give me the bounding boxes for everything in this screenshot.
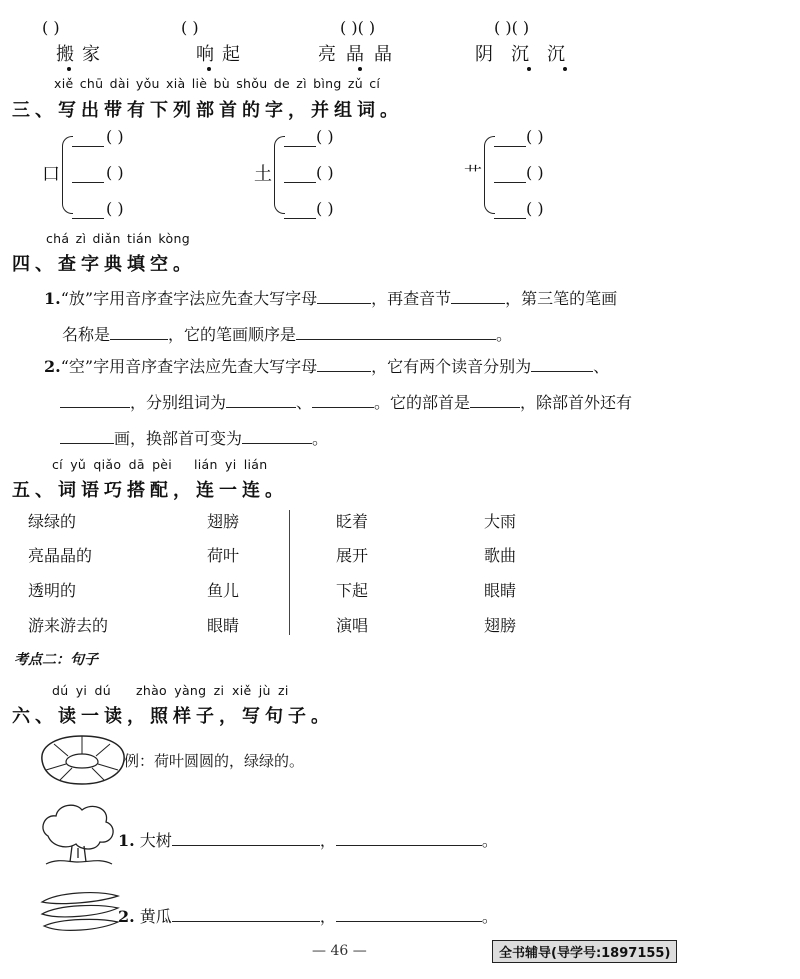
text: ，它有两个读音分别为 xyxy=(371,357,532,376)
radical-cao: 艹 xyxy=(464,164,482,185)
text: ，第三笔的笔画 xyxy=(505,289,618,308)
paren-group-1: ( ) xyxy=(42,18,60,37)
comma: ， xyxy=(319,907,336,926)
text: 、 xyxy=(593,357,610,376)
blank[interactable] xyxy=(72,130,104,147)
char: 响 xyxy=(196,44,222,65)
word-banjia xyxy=(56,40,108,66)
blank[interactable] xyxy=(317,287,371,304)
blank[interactable] xyxy=(336,905,482,922)
subject: 大树 xyxy=(139,831,172,850)
tree-icon xyxy=(38,800,118,870)
kaodian-heading: 考点二：句子 xyxy=(14,652,98,668)
char: 搬 xyxy=(56,44,82,65)
paren: ( ) xyxy=(316,199,334,218)
page-number: — 46 — xyxy=(312,943,367,959)
blank[interactable] xyxy=(60,427,114,444)
q4-2-line1 xyxy=(44,354,609,377)
char: 亮 xyxy=(318,44,346,65)
text: ，除部首外还有 xyxy=(520,393,633,412)
match-item[interactable]: 游来游去的 xyxy=(28,616,109,635)
blank[interactable] xyxy=(470,391,520,408)
match-item[interactable]: 歌曲 xyxy=(484,546,517,565)
blank[interactable] xyxy=(494,130,526,147)
blank[interactable] xyxy=(284,166,316,183)
paren: ( ) xyxy=(316,163,334,182)
char: 阴 xyxy=(475,44,511,65)
lotus-leaf-icon xyxy=(36,732,128,788)
section4-pinyin: chá zì diǎn tián kòng xyxy=(46,231,190,246)
footer-badge: 全书辅导(导学号:1897155) xyxy=(492,940,677,963)
cucumber-icon xyxy=(38,888,122,936)
q4-2-line3 xyxy=(60,426,328,449)
match-item[interactable]: 眨着 xyxy=(336,512,369,531)
section6-title: 六、读一读，照样子，写句子。 xyxy=(12,706,334,727)
q-number: 1. xyxy=(44,289,61,308)
section3-title: 三、写出带有下列部首的字，并组词。 xyxy=(12,100,403,121)
char: 晶 xyxy=(346,44,374,65)
section6-pinyin-3: xiě jù zi xyxy=(232,683,289,698)
match-item[interactable]: 亮晶晶的 xyxy=(28,546,93,565)
blank[interactable] xyxy=(242,427,312,444)
match-item[interactable]: 展开 xyxy=(336,546,369,565)
section5-pinyin-2: lián yi lián xyxy=(194,457,268,472)
radical-kou: 口 xyxy=(42,164,60,185)
blank[interactable] xyxy=(172,829,320,846)
blank[interactable] xyxy=(531,355,593,372)
word-xiangqi xyxy=(196,40,248,66)
blank[interactable] xyxy=(494,166,526,183)
blank[interactable] xyxy=(336,829,482,846)
q4-2-line2 xyxy=(60,390,632,413)
word-liangjingjing xyxy=(318,40,402,66)
word-yinchenchen xyxy=(475,40,583,66)
paren-group-3: ( )( ) xyxy=(340,18,376,37)
q-number: 2. xyxy=(118,907,135,926)
example-sentence: 例：荷叶圆圆的，绿绿的。 xyxy=(124,752,305,770)
char: 沉 xyxy=(511,44,547,65)
q6-1 xyxy=(118,828,498,851)
radical-tu: 土 xyxy=(254,164,272,185)
text: 画，换部首可变为 xyxy=(114,429,243,448)
section5-pinyin-1: cí yǔ qiǎo dā pèi xyxy=(52,457,173,472)
char: 晶 xyxy=(374,44,402,65)
blank[interactable] xyxy=(226,391,296,408)
match-item[interactable]: 翅膀 xyxy=(207,512,240,531)
text: ，它的笔画顺序是 xyxy=(168,325,297,344)
paren: ( ) xyxy=(106,163,124,182)
char: 沉 xyxy=(547,44,583,65)
section3-pinyin: xiě chū dài yǒu xià liè bù shǒu de zì bìng zǔ cí xyxy=(54,76,381,91)
text: ，再查音节 xyxy=(371,289,452,308)
match-item[interactable]: 大雨 xyxy=(484,512,517,531)
paren-group-2: ( ) xyxy=(181,18,199,37)
match-item[interactable]: 透明的 xyxy=(28,581,77,600)
blank[interactable] xyxy=(296,323,496,340)
blank[interactable] xyxy=(312,391,374,408)
q-number: 2. xyxy=(44,357,61,376)
comma: ， xyxy=(319,831,336,850)
blank[interactable] xyxy=(72,202,104,219)
text: 名称是 xyxy=(62,325,111,344)
paren: ( ) xyxy=(106,127,124,146)
blank[interactable] xyxy=(60,391,130,408)
section6-pinyin-1: dú yi dú xyxy=(52,683,111,698)
paren: ( ) xyxy=(316,127,334,146)
match-item[interactable]: 翅膀 xyxy=(484,616,517,635)
text: 。它的部首是 xyxy=(374,393,471,412)
text: 、 xyxy=(296,393,313,412)
q-number: 1. xyxy=(118,831,135,850)
text: 。 xyxy=(496,325,513,344)
match-item[interactable]: 绿绿的 xyxy=(28,512,77,531)
blank[interactable] xyxy=(284,202,316,219)
text: “空”字用音序查字法应先查大写字母 xyxy=(60,357,318,376)
section4-title: 四、查字典填空。 xyxy=(12,254,196,275)
section5-title: 五、词语巧搭配，连一连。 xyxy=(12,480,288,501)
match-item[interactable]: 荷叶 xyxy=(207,546,240,565)
match-item[interactable]: 鱼儿 xyxy=(207,581,240,600)
q6-2 xyxy=(118,904,498,927)
period: 。 xyxy=(481,831,498,850)
char: 家 xyxy=(82,44,108,65)
blank[interactable] xyxy=(284,130,316,147)
blank[interactable] xyxy=(172,905,320,922)
blank[interactable] xyxy=(451,287,505,304)
divider xyxy=(289,510,290,635)
text: 。 xyxy=(312,429,329,448)
blank[interactable] xyxy=(110,323,168,340)
paren: ( ) xyxy=(106,199,124,218)
paren: ( ) xyxy=(526,163,544,182)
section6-pinyin-2: zhào yàng zi xyxy=(136,683,225,698)
paren: ( ) xyxy=(526,199,544,218)
paren-group-4: ( )( ) xyxy=(494,18,530,37)
text: “放”字用音序查字法应先查大写字母 xyxy=(60,289,318,308)
text: ，分别组词为 xyxy=(130,393,227,412)
blank[interactable] xyxy=(494,202,526,219)
q4-1-line2 xyxy=(62,322,512,345)
paren: ( ) xyxy=(526,127,544,146)
match-item[interactable]: 下起 xyxy=(336,581,369,600)
blank[interactable] xyxy=(72,166,104,183)
subject: 黄瓜 xyxy=(139,907,172,926)
match-item[interactable]: 眼睛 xyxy=(207,616,240,635)
blank[interactable] xyxy=(317,355,371,372)
char: 起 xyxy=(222,44,248,65)
match-item[interactable]: 演唱 xyxy=(336,616,369,635)
period: 。 xyxy=(481,907,498,926)
q4-1-line1 xyxy=(44,286,617,309)
match-item[interactable]: 眼睛 xyxy=(484,581,517,600)
